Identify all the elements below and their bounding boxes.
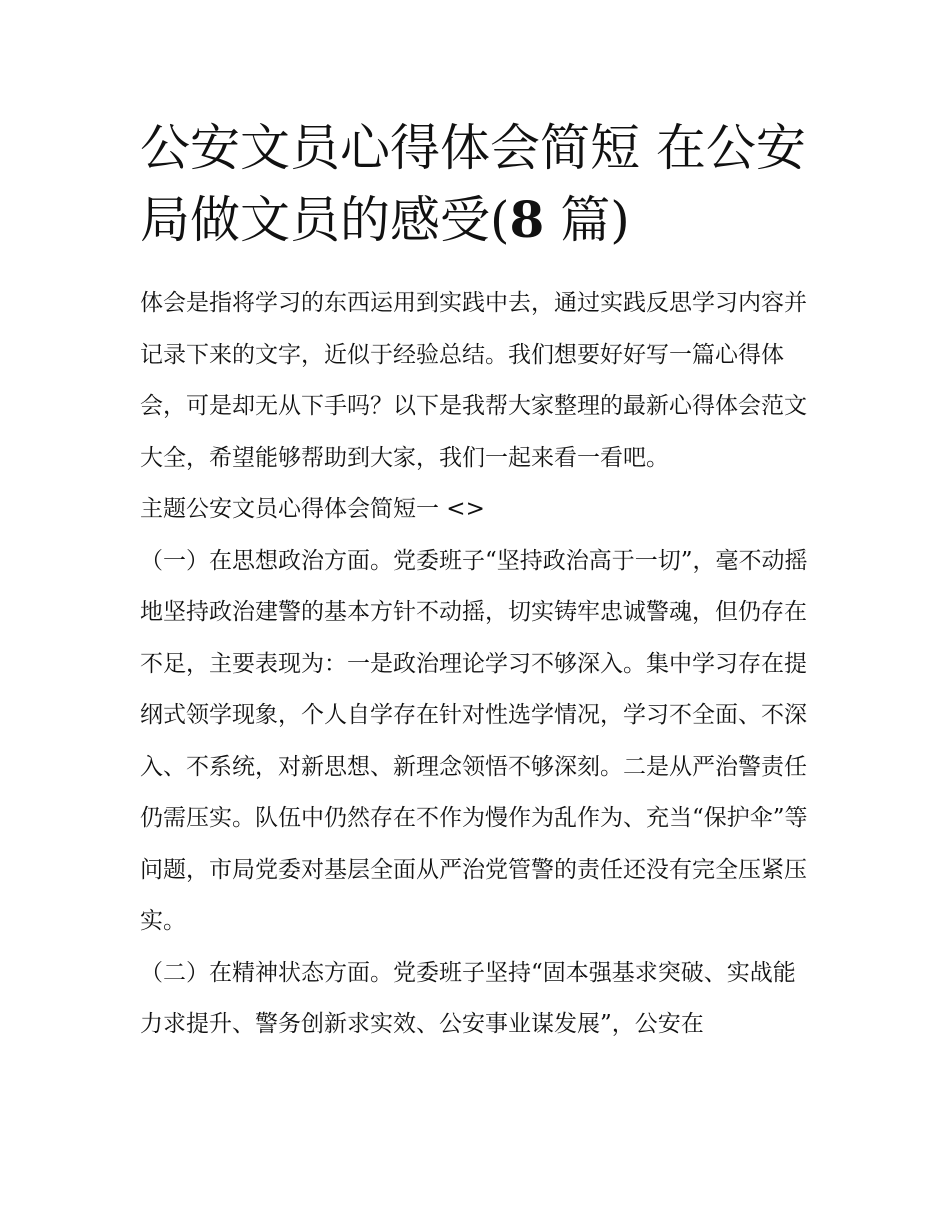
title-text-part1: 公安文员心得体会简短 在公安局做文员的感受(	[140, 119, 806, 249]
section-heading: 主题公安文员心得体会简短一 <>	[140, 496, 485, 522]
body-paragraph-political: （一）在思想政治方面。党委班子“坚持政治高于一切”，毫不动摇地坚持政治建警的基本方针不动摇，切实铸牢忠诚警魂，但仍存在不足，主要表现为：一是政治理论学习不够深入。集中学习存在提纲式领学现象，个人自学存在针对性选学情况，学习不全面、不深入、不系统，对新思想、新理念领悟不够深刻。二是从严治警责任仍需压实。队伍中仍然存在不作为慢作为乱作为、充当“保护伞”等问题，市局党委对基层全面从严治党管警的责任还没有完全压紧压实。	[140, 547, 808, 934]
document-title	[140, 112, 812, 256]
title-text-part2: 篇)	[544, 191, 630, 249]
body-paragraph-spirit: （二）在精神状态方面。党委班子坚持“固本强基求突破、实战能力求提升、警务创新求实效、公安事业谋发展”，公安在	[140, 959, 796, 1037]
document-page	[140, 112, 812, 1051]
title-count: 8	[509, 190, 545, 249]
intro-paragraph: 体会是指将学习的东西运用到实践中去，通过实践反思学习内容并记录下来的文字，近似于经验总结。我们想要好好写一篇心得体会，可是却无从下手吗？以下是我帮大家整理的最新心得体会范文大全，希望能够帮助到大家，我们一起来看一看吧。	[140, 290, 807, 471]
